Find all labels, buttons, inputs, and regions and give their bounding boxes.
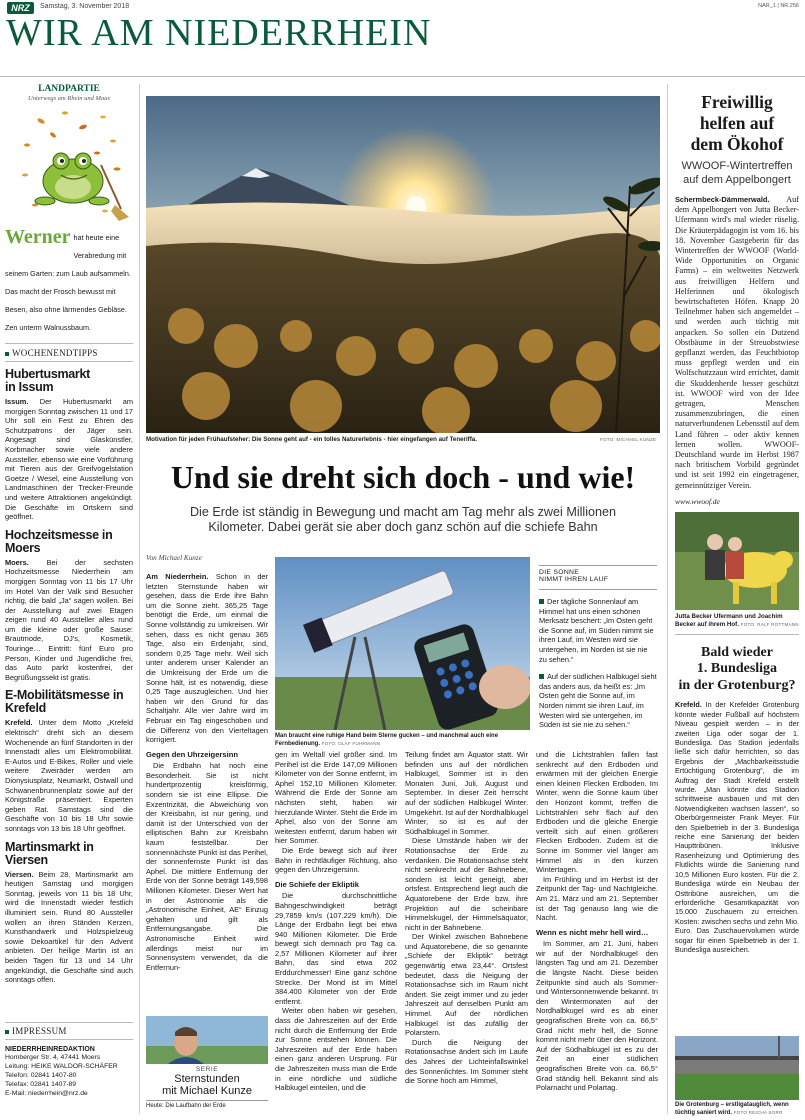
stadium-credit: FOTO REICHA SORR: [733, 1110, 783, 1116]
serie-rule: [146, 1100, 268, 1101]
impressum-rule: [5, 1022, 133, 1023]
oekohof-heading: Freiwillig helfen auf dem Ökohof: [690, 92, 784, 154]
oekohof-deck: WWOOF-Wintertreffen auf dem Appelbongert: [681, 160, 793, 186]
right-column-divider: [667, 84, 668, 1114]
serie-box: [146, 1016, 268, 1116]
page-title: WIR AM NIEDERRHEIN: [6, 12, 432, 54]
photo-caption: Motivation für jeden Frühaufsteher: Die Sonne geht auf - ein tolles Naturerlebnis - hier eingefangen auf Teneriffa.: [146, 436, 477, 443]
farm-caption: Jutta Becker Ufermann und Joachim Becker auf ihrem Hof. FOTO: RALF ROTTMANN: [675, 612, 799, 628]
frog-illustration: [5, 105, 133, 223]
tip2-heading: Hochzeitsmesse in Moers: [5, 527, 113, 555]
grotenburg-text: Krefeld. In der Krefelder Grotenburg könnte wieder Fußball auf höchstem Niveau gespielt werden – in der zweiten Liga oder sogar der 1. Bundesliga. Das Stadion jedenfalls ließe sich dafür herrichten, so das Ergebnis der „Machbarkeitsstudie Ertüchtigung Grotenburg“, die im Auftrag der Stadt Krefeld erstellt wurde. „Man könnte das Stadion schrittweise ausbauen und mit den Notwendigkeiten wachsen lassen“, so Oberbürgermeister Frank Meyer. Für den Spielbetrieb in der 3. Bundesliga reiche eine Sanierung der beiden Haupttribünen. Inklusive Rasenheizung und Optimierung des Flutlichts würde die Sanierung rund 10,5 Millionen Euro kosten. Für die 2. Bundesliga würde ein Neubau der Osttribüne ausreichen, um die erforderliche Gesamtkapazität von 15.000 Zuschauern zu erreichen. Kosten: zwischen sechs und zehn Mio. Euro. Das Zuschauervolumen würde sogar für einen Spielbetrieb in der 1. Bundesliga ausreichen.: [675, 700, 800, 954]
col2-subhead: Die Schiefe der Ekliptik: [275, 879, 359, 889]
info-box-title-1: DIE SONNE: [539, 569, 580, 576]
tip1-text: Issum. Der Hubertusmarkt am morgigen Sonntag zwischen 11 und 17 Uhr soll ein Fest zu Ehren des Schutzpatrons der Jäger sein. Angesagt sind Glaskünstler, Korbmacher sowie viele andere Aussteller, ebenso wie eine Vorführung mit Tieren aus der Greifvogelstation Goetze / Wesel, eine Ausstellung von Landmaschinen der Trecker-Freunde und weitere Attraktionen angekündigt. Die Geschäfte im Ortskern sind geöffnet.: [5, 397, 133, 522]
info-box-p1: Der tägliche Sonnenlauf am Himmel hat uns einen schönen Merksatz beschert: „Im Osten geht die Sonne auf, im Süden nimmt sie ihren Lauf, im Westen wird sie untergehen, im Norden ist sie nie zu sehen.“: [539, 597, 654, 664]
tip1-heading: Hubertusmarkt in Issum: [5, 367, 91, 394]
article-col-1: Am Niederrhein. Schon in der letzten Sternstunde haben wir gesehen, dass die Erde ihre Bahn um die Sonne zieht. 365,25 Tage benötigt die Erde, um einmal die Sonne vollständig zu umkreisen. Wir sehen, dass es nicht genau 365 Tage, also ein Erdenjahr, sind, sondern 0,25 Tage mehr. Weil sich unter anderem unser Kalender an die Umkreisung der Erde um die Sonne hält, ist es notwendig, diese 0,25 Tage auszugleichen. Und hier haben wir den Grund für das Schaltjahr. Alle vier Jahre wird im Februar ein Tag eingeschoben und die Differenz von den Vierteltagen korrigiert. Gegen den Uhrzeigersinn Die Erdbahn hat noch eine Besonderheit. Sie ist nicht hundertprozentig kreisförmig, sondern sie ist eine Ellipse. Die Exzentrizität, die Abweichung von der Kreisbahn, ist nur gering, und damit ist der Unterschied von der elliptischen Bahn zur Kreisbahn kaum feststellbar. Der sonnennächste Punkt ist das Perihel, der sonnenfernste Punkt ist das Aphel. Die mittlere Entfernung der Erde von der Sonne beträgt 149,598 Millionen Kilometer. Dieser Wert hat in der Astronomie als die „Astronomische Einheit, AE“ Einzug gehalten und gilt als Entfernungsangabe. Die Astronomische Einheit wird allerdings meist nur im Sonnensystem verwendet, da die Entfernun-: [146, 572, 268, 972]
tipps-label: WOCHENENDTIPPS: [5, 348, 133, 358]
farm-credit: FOTO: RALF ROTTMANN: [740, 621, 799, 627]
serie-title-2: mit Michael Kunze: [162, 1085, 252, 1097]
serie-foot: Heute: Die Laufbahn der Erde: [146, 1103, 226, 1109]
tip3-text: Krefeld. Unter dem Motto „Krefeld elektrisch“ dreht sich an diesem Wochenende an fünf Standorten in der Innenstadt alles um Elektromobilität. E-Autos und E-Bikes, Roller und viele weitere Zweiräder werden am Dionysiusplatz, Neumarkt, Ostwall und Schwanenbrunnenplatz sowie auf der Königstraße präsentiert. Experten geben Rat. Samstags sind die Geschäfte von 10 bis 18 Uhr sowie sonntags von 13 bis 18 Uhr geöffnet.: [5, 718, 133, 833]
info-box: [539, 565, 657, 730]
issue-code: NAR_1 | NR.256: [758, 3, 799, 9]
farm-photo: [675, 512, 799, 610]
deck: [146, 505, 660, 535]
broom: [101, 165, 129, 221]
deck-line-1: Die Erde ist ständig in Bewegung und macht am Tag mehr als zwei Millionen: [189, 505, 617, 519]
left-rule-1: [5, 343, 133, 344]
oekohof-text: Schermbeck-Dämmerwald. Auf dem Appelbongert von Jutta Becker-Ufermann wird's mal wieder rüselig. Die Kräuterpädagogin ist vom 16. bis 18. November Gastgeberin für das Wintertreffen der WWOOF (World-Wide Opportunities on Organic Farms) – ein weltweites Netzwerk aus freiwilligen Helfern und Helferinnen und ökologisch bewirtschafteten Höfen. Knapp 20 Teilnehmer haben sich angemeldet – und werden auch tüchtig mit anpacken. So sollen ein Dutzend Obstbäume in der Streuobstwiese gepflanzt werden, das Feuchtbiotop muss gepflegt werden und ein Wolfschutzzaun wird errichtet, damit die Skuddenherde besser geschützt ist. WWOOF wird von der Idee getragen, Menschen zusammenzubringen, die einen naturverbundenen Lebensstil auf dem Land führen – oder aktiv kennen lernen wollen. WWOOF-Deutschland wurde im Herbst 1987 nach britischem Vorbild gegründet und ist seit 1992 ein eingetragener, gemeinnütziger Verein.: [675, 195, 799, 490]
werner-text: hat heute eine Verabredung mit seinem Garten: zum Laub aufsammeln. Das macht der Frosch bewusst mit Besen, also ohne lärmendes Gebläse. Zen unterm Walnussbaum.: [5, 233, 131, 332]
info-box-p2: Auf der südlichen Halbkugel sieht das anders aus, da heißt es: „Im Osten geht die Sonne auf, im Norden nimmt sie ihren Lauf, im Westen wird sie untergehen, im Süden ist sie nie zu sehen.“: [539, 672, 657, 730]
impressum: [5, 1022, 133, 1098]
impressum-line: E-Mail: niederrhein@nrz.de: [5, 1090, 88, 1097]
werner-item: [5, 227, 133, 335]
nrz-logo: NRZ: [7, 2, 34, 14]
right-column: [675, 92, 799, 954]
wwoof-link[interactable]: www.wwoof.de: [675, 496, 720, 506]
serie-label: SERIE: [195, 1066, 219, 1073]
author-portrait: [146, 1016, 268, 1064]
col1-subhead: Gegen den Uhrzeigersinn: [146, 749, 238, 759]
right-rule: [675, 634, 799, 635]
stadium-caption: Die Grotenburg – erstligatauglich, wenn tüchtig saniert wird. FOTO REICHA SORR: [675, 1102, 789, 1117]
deck-line-2: Kilometer. Dabei gerät sie aber doch ganz schön auf die schiefe Bahn: [208, 520, 598, 534]
sunrise-photo: [146, 96, 660, 433]
impressum-line: Telefax: 02841 1407-89: [5, 1081, 77, 1088]
impressum-head: NIEDERRHEINREDAKTION: [5, 1046, 95, 1053]
impressum-rule-2: [5, 1039, 133, 1040]
tip2-text: Moers. Bei der sechsten Hochzeitsmesse Niederrhein am morgigen Sonntag von 11 bis 17 Uhr im Hotel Van der Valk sind Besucher richtig, die bald „Ja“ sagen wollen. Bei der Ausstellung auf zwei Etagen zeigen rund 40 Aussteller alles rund um die kleine oder große Sause: Brautmode, DJ's, Kosmetik, Touringe… Eintritt: fünf Euro pro Person, Kinder und Jugendliche frei, das Auto parkt kostenfrei, der Begrüßungssekt ist gratis.: [5, 557, 133, 682]
telescope-photo: [275, 557, 530, 730]
telescope-caption: Man braucht eine ruhige Hand beim Sterne gucken – und manchmal auch eine Fernbedienung. FOTO: OLAF FUHRMANN: [275, 733, 499, 747]
headline: Und sie dreht sich doch - und wie!: [170, 459, 636, 495]
werner-name: Werner: [5, 226, 71, 248]
impressum-line: Homberger Str. 4, 47441 Moers: [5, 1054, 101, 1061]
impressum-line: Leitung: HEIKE WALDOR-SCHÄFER: [5, 1063, 118, 1070]
article-col-4: und die Lichtstrahlen fallen fast senkrecht auf den Erdboden und erwärmen mit der gleichen Energie einen kleinen Flecken Erdboden. Im Winter, wenn die Sonne kaum über den Horizont kommt, treffen die Lichtstrahlen sehr flach auf den Erdboden und die gleiche Energie verteilt sich auf einen größeren Flecken Erdboden. Zudem ist die Sonne im Sommer viel länger am Himmel als in den kurzen Wintertagen. Im Frühling und im Herbst ist der Zeitpunkt der Tag- und Nachtgleiche. Am 21. März und am 21. September ist der Tag genauso lang wie die Nacht. Wenn es nicht mehr hell wird… Im Sommer, am 21. Juni, haben wir auf der Nordhalbkugel den längsten Tag und am 21. Dezember die längste Nacht. Diese beiden Zeitpunkte sind auch als Sommer- und Wintersonnenwende bekannt. In den Wintermonaten auf der Nordhalbkugel wird es ab einer geografischen Breite von ca. 66,5° Grad nicht mehr hell, die Sonne kommt nicht mehr über den Horizont. Auf der Südhalbkugel ist es zu der Zeit an einer südlichen geografischen Breite von ca. 66,5° Grad ständig hell. Bekannt sind als Polarnacht und Polartag.: [536, 750, 658, 1093]
serie-title-1: Sternstunden: [174, 1073, 240, 1085]
left-rule-2: [5, 361, 133, 362]
photo-credit: FOTO: MICHAEL KUNZE: [600, 437, 657, 442]
col4-subhead: Wenn es nicht mehr hell wird…: [536, 927, 649, 937]
landpartie-title: LANDPARTIE: [38, 84, 100, 94]
tip3-heading: E-Mobilitätsmesse in Krefeld: [5, 688, 124, 716]
issue-date: Samstag, 3. November 2018: [40, 3, 130, 10]
tip4-text: Viersen. Beim 28. Martinsmarkt am heutigen Samstag und morgigen Sonntag, jeweils von 11 bis 18 Uhr, wird die Innenstadt wieder festlich illuminiert sein. Rund 80 Aussteller wollen an ihren Ständen Kerzen, Kunsthandwerk und Holzspielzeug sowie Dekoartikel für den Advent anbieten. Der heilige Martin ist an beiden Tagen für 13 und 14 Uhr angekündigt, die Geschäfte sind auch sonntags offen.: [5, 869, 133, 985]
article-col-2: gen im Weltall viel größer sind. Im Perihel ist die Erde 147,09 Millionen Kilometer von der Sonne entfernt, im Aphel 152,10 Millionen Kilometer. Während die Erde der Sonne am nächsten steht, haben wir hierzulande Winter. Steht die Erde im Aphel, also von der Sonne am weitesten entfernt, darum haben wir hier Sommer. Die Erde bewegt sich auf ihrer Bahn in rechtläufiger Richtung, also gegen den Uhrzeigersinn. Die Schiefe der Ekliptik Die durchschnittliche Bahngeschwindigkeit beträgt 29,7859 km/s (107.229 km/h). Die Länge der Erdbahn liegt bei etwa 940 Millionen Kilometer. Die Erde bewegt sich demnach pro Tag ca. 2,57 Millionen Kilometer auf ihrer Bahn, das sind etwa 202 Erddurchmesser! Eine ganz schöne Strecke. Der Mond ist im Mittel 384.400 Kilometer von der Erde entfernt. Weiter oben haben wir gesehen, dass die Jahreszeiten auf der Erde nicht durch die Entfernung der Erde zur Sonne entstehen können. Die Jahreszeiten auf der Erde haben einen ganz anderen Ursprung. Für die Jahreszeiten muss man die Erde in eine nördliche und südliche Halbkugel einteilen, und die: [275, 750, 397, 1093]
article-col-3: Teilung findet am Äquator statt. Wir befinden uns auf der nördlichen Halbkugel, Sommer ist in den Monaten Juni, Juli, August und September. In dieser Zeit herrscht auf der südlichen Halbkugel Winter. Umgekehrt. Ist auf der Nordhalbkugel Winter, so ist es auf der Südhalbkugel in Sommer. Diese Umstände haben wir der Rotationsachse der Erde zu verdanken. Die Rotationsachse steht nicht senkrecht auf der Bahnebene, sondern ist leicht geneigt, aber ortsfest. Entsprechend liegt auch die Äquatorebene der Erde bzw. ihre Projektion auf die scheinbare Himmelskugel, der Himmelsäquator, nicht in der Bahnebene. Der Winkel zwischen Bahnebene und Äquatorebene, die so genannte „Schiefe der Ekliptik“ beträgt gegenwärtig etwa 23,44°. Ortsfest bedeutet, dass die Neigung der Rotationsachse sich im Raum nicht ändert. Sie zeigt immer und zu jeder Jahreszeit auf denselben Punkt am Himmel. Auf der nördlichen Halbkugel ist das zufällig der Polarstern. Durch die Neigung der Rotationsachse ändert sich im Laufe des Jahres der Lichteinfallswinkel des Sonnenlichtes. Im Sommer steht die Sonne hoch am Himmel,: [405, 750, 528, 1086]
frog: [35, 153, 109, 205]
left-column: [5, 84, 133, 1114]
info-box-rule: [539, 589, 657, 590]
grotenburg-heading: Bald wieder 1. Bundesliga in der Grotenburg?: [678, 644, 796, 693]
tip4-heading: Martinsmarkt in Viersen: [5, 839, 94, 867]
stadium-photo: [675, 1036, 799, 1100]
telescope-credit: FOTO: OLAF FUHRMANN: [321, 741, 381, 746]
masthead-rule: [0, 76, 805, 77]
landpartie-subtitle: Unterwegs am Rhein und Maas: [28, 95, 110, 102]
left-column-divider: [139, 84, 140, 1114]
impressum-line: Telefon: 02841 1407-80: [5, 1072, 77, 1079]
info-box-top-rule: [539, 565, 657, 566]
byline: Von Michael Kunze: [146, 554, 202, 562]
info-box-title-2: NIMMT IHREN LAUF: [539, 576, 609, 583]
impressum-label: IMPRESSUM: [5, 1026, 133, 1036]
